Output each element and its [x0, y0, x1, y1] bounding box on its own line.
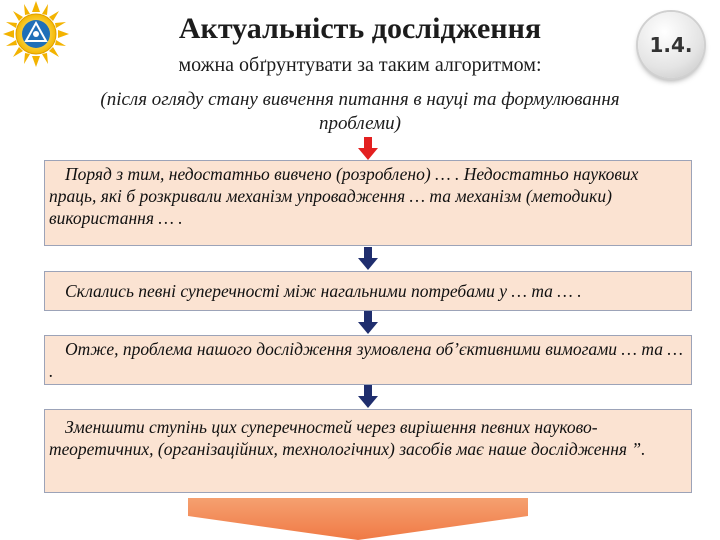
slide-number: 1.4.	[649, 33, 693, 57]
down-arrow-icon	[357, 247, 379, 271]
down-arrow-icon	[357, 311, 379, 335]
step-text-3: Отже, проблема нашого дослідження зумовлена об’єктивними вимогами … та … .	[49, 339, 683, 381]
down-arrow-icon	[357, 385, 379, 409]
step-box-3	[44, 335, 692, 385]
slide-subtitle: можна обґрунтувати за таким алгоритмом:	[178, 54, 542, 76]
step-text-1: Поряд з тим, недостатньо вивчено (розроблено) … . Недостатньо наукових праць, які б розкривали механізм упровадження … та механізм (методики) використання … .	[49, 164, 639, 228]
slide-title: Актуальність дослідження	[178, 12, 542, 45]
slide-note: (після огляду стану вивчення питання в науці та формулювання проблеми)	[100, 89, 620, 134]
step-text-4: Зменшити ступінь цих суперечностей через вирішення певних науково-теоретичних, (організаційних, технологічних) засобів має наше дослідження ”.	[49, 417, 646, 459]
step-box-4	[44, 409, 692, 493]
slide-number-badge	[638, 12, 704, 78]
step-box-2	[44, 271, 692, 311]
bottom-arrow-shape	[188, 498, 528, 540]
step-text-2: Склались певні суперечності між нагальними потребами у … та … .	[65, 281, 582, 301]
sun-emblem-icon	[0, 0, 72, 68]
down-arrow-icon	[357, 137, 379, 161]
step-box-1	[44, 160, 692, 246]
